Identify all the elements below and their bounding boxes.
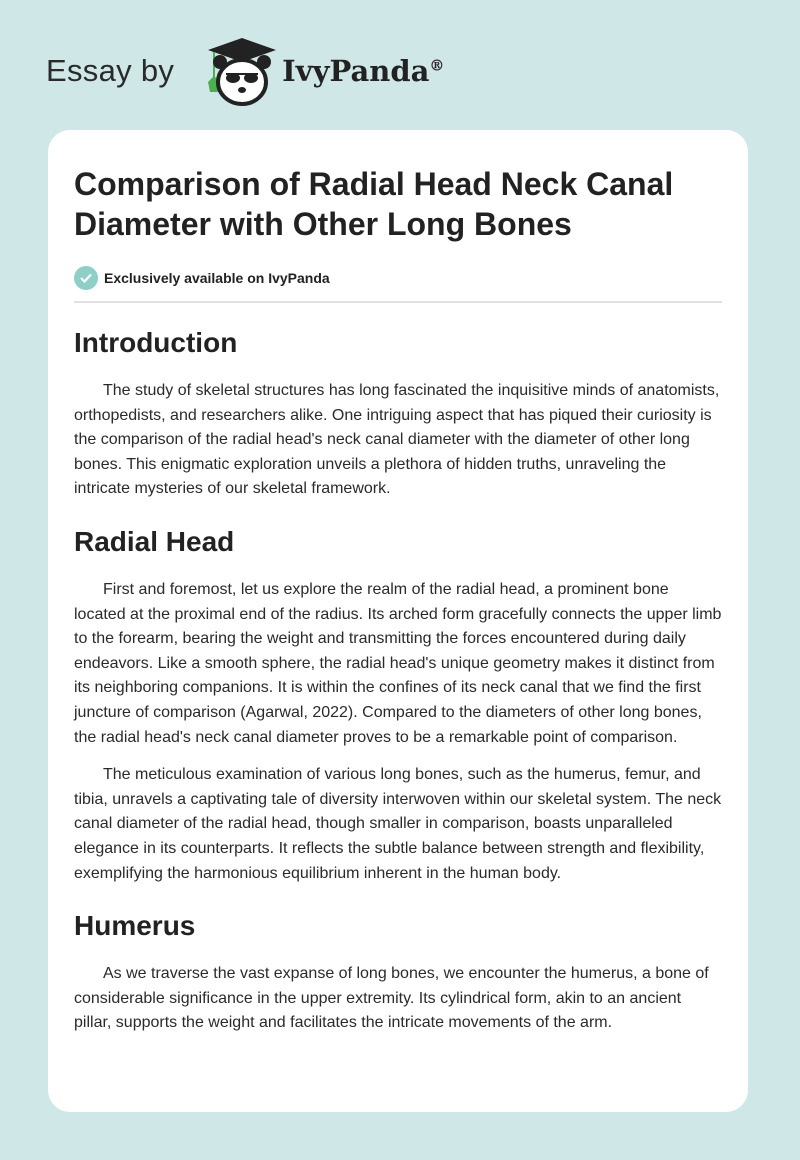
paragraph: The meticulous examination of various long bones, such as the humerus, femur, and tibia, unravels a captivating tale of diversity interwoven within our skeletal system. The neck canal diameter of the radial head, though smaller in comparison, boasts unparalleled elegance in its counterparts. It reflects the subtle balance between strength and flexibility, exemplifying the harmonious equilibrium inherent in the human body. (74, 766, 722, 882)
divider (74, 301, 722, 303)
article-title: Comparison of Radial Head Neck Canal Diameter with Other Long Bones (74, 166, 674, 242)
panda-logo-icon (196, 36, 278, 106)
paragraph: The study of skeletal structures has long fascinated the inquisitive minds of anatomists, orthopedists, and researchers alike. One intriguing aspect that has piqued their curiosity is the comparison of the radial head's neck canal diameter with the diameter of other long bones. This enigmatic exploration unveils a plethora of hidden truths, unraveling the intricate mysteries of our skeletal framework. (74, 382, 720, 498)
paragraph: As we traverse the vast expanse of long bones, we encounter the humerus, a bone of considerable significance in the upper extremity. Its cylindrical form, akin to an ancient pillar, supports the weight and facilitates the intricate movements of the arm. (74, 965, 709, 1032)
section-heading: Radial Head (74, 525, 235, 557)
section-heading: Introduction (74, 327, 238, 358)
article-card (48, 130, 748, 1112)
check-icon (74, 266, 98, 290)
site-header (46, 36, 444, 106)
section-heading: Humerus (74, 910, 196, 942)
badge-text: Exclusively available on IvyPanda (104, 270, 330, 286)
brand-text: IvyPanda (282, 54, 430, 88)
paragraph: First and foremost, let us explore the realm of the radial head, a prominent bone located at the proximal end of the radius. Its arched form gracefully connects the upper limb to the forearm, bearing the weight and transmitting the forces encountered during daily endeavors. Like a smooth sphere, the radial head's unique geometry makes it distinct from its neighboring companions. It is within the confines of its neck canal that we find the first juncture of comparison (Agarwal, 2022). Compared to the diameters of other long bones, the radial head's neck canal diameter proves to be a remarkable point of comparison. (74, 580, 722, 746)
exclusive-badge (74, 266, 722, 290)
essay-by-label: Essay by (46, 53, 175, 88)
brand-name (282, 54, 444, 88)
registered-mark: ® (429, 56, 445, 75)
